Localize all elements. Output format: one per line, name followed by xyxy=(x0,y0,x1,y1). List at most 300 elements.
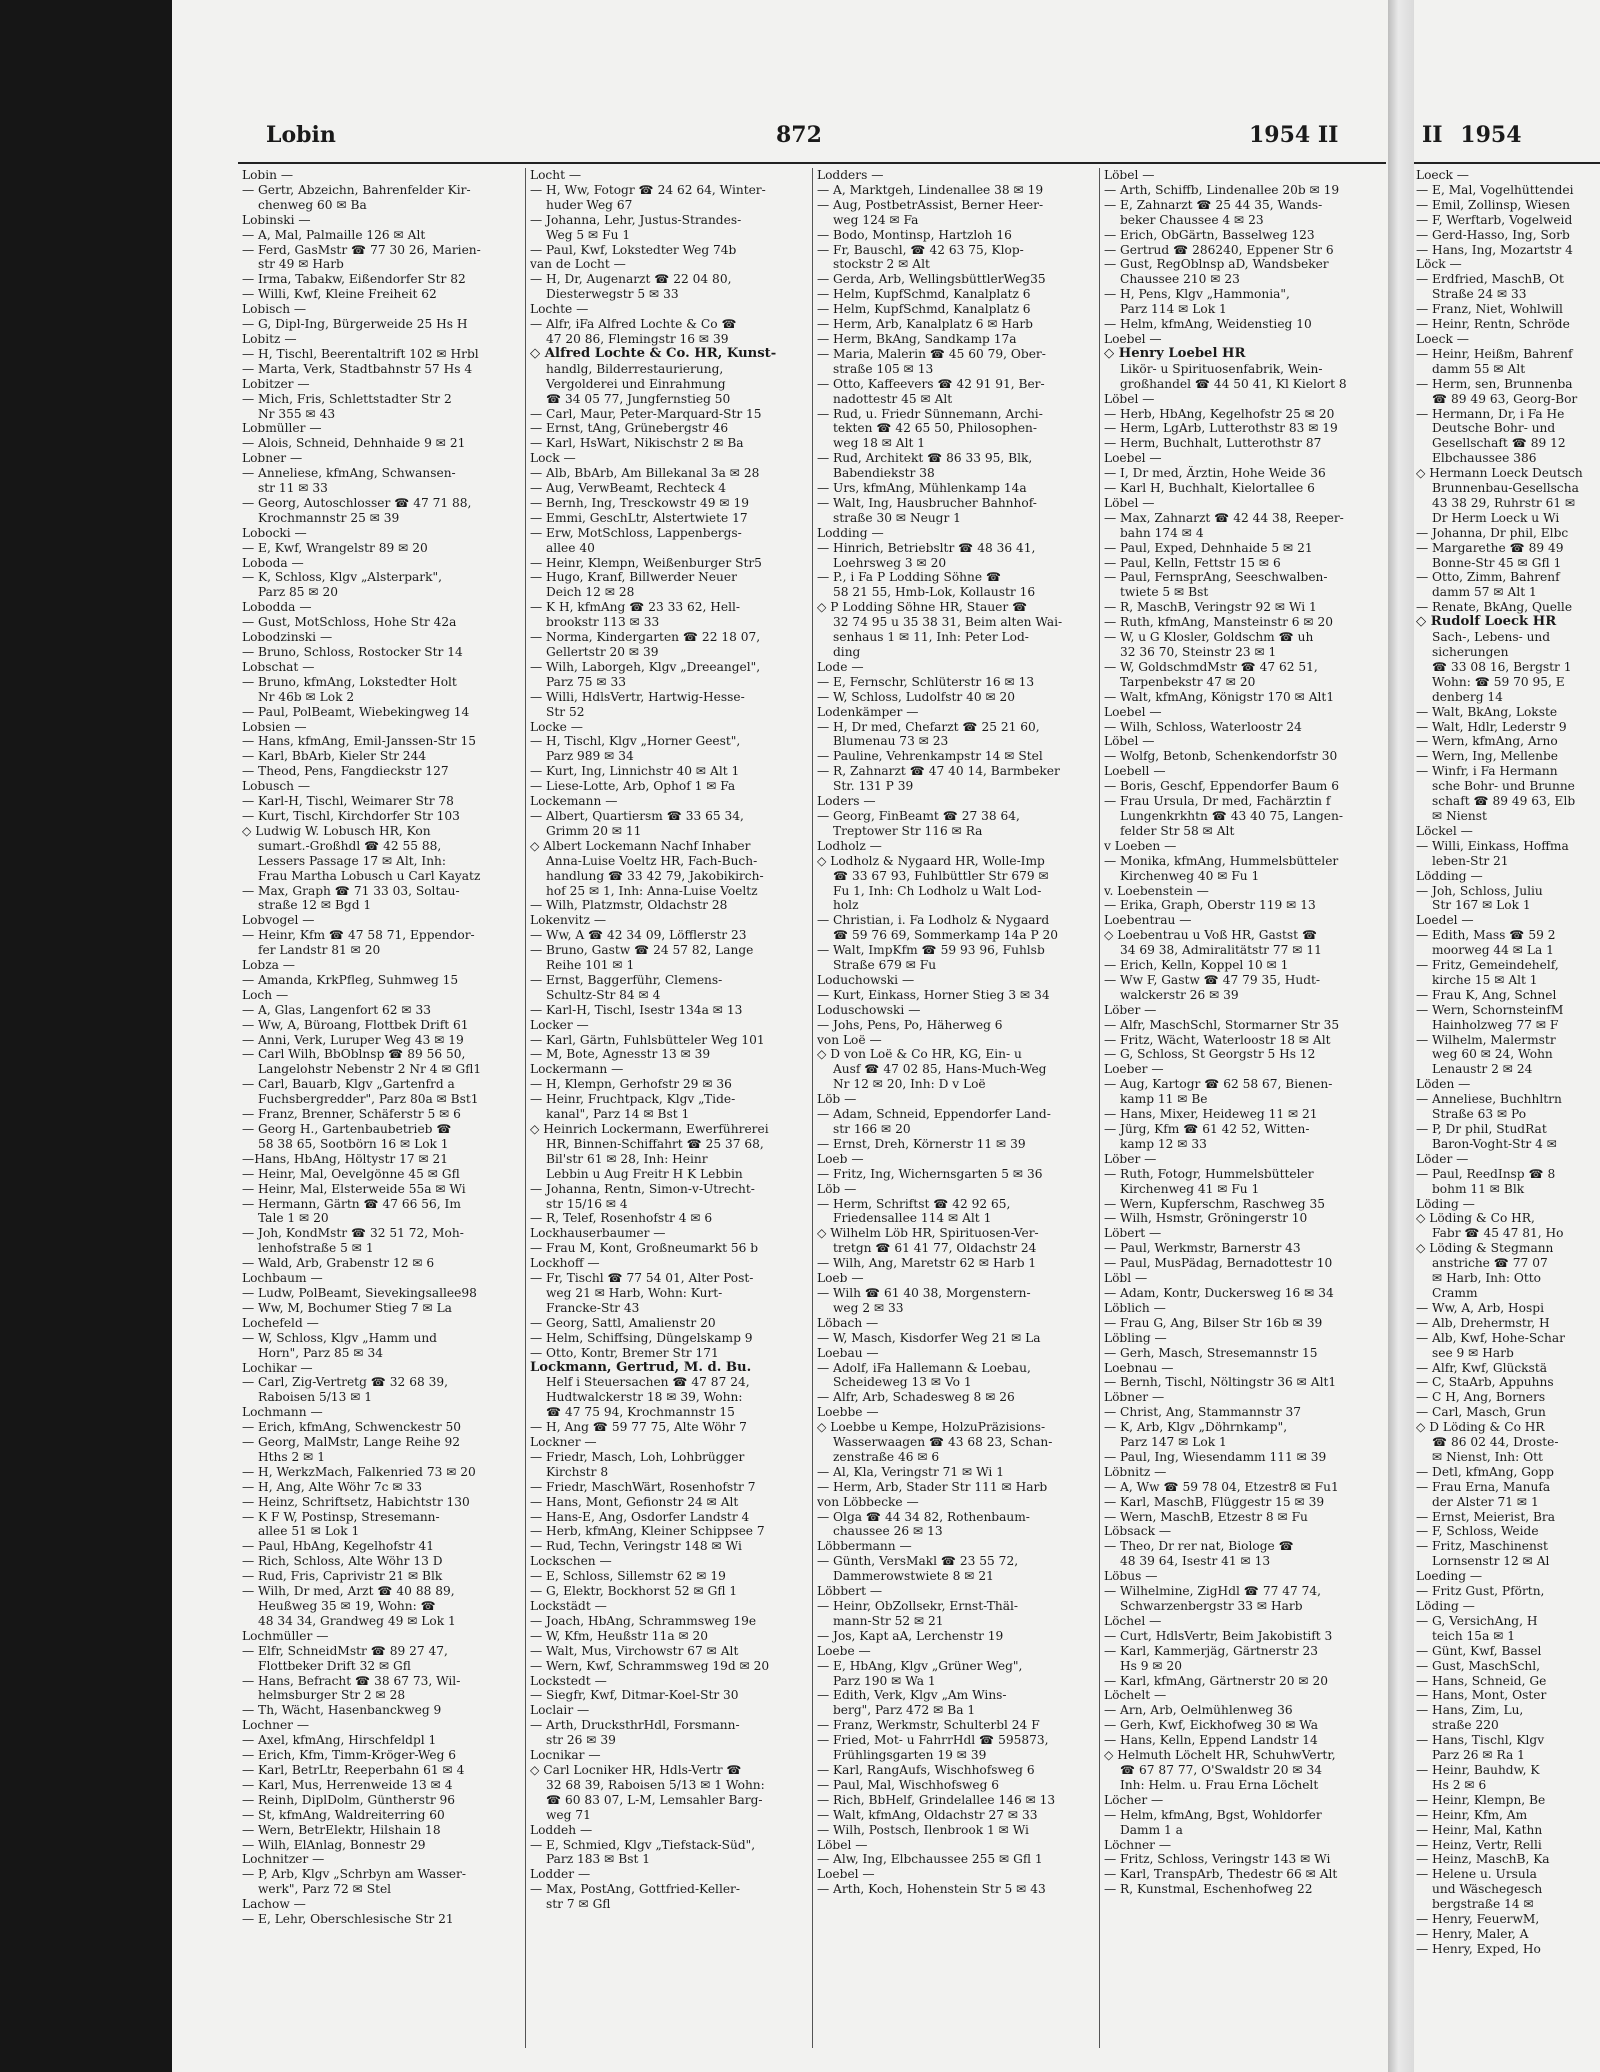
directory-entry-line: — K H, kfmAng ☎ 23 33 62, Hell- xyxy=(530,600,741,615)
directory-entry-line: — Christian, i. Fa Lodholz & Nygaard xyxy=(817,913,1050,928)
directory-entry-line: — E, Schmied, Klgv „Tiefstack-Süd", xyxy=(530,1837,756,1852)
directory-entry-line: — Alfr, Kwf, Glückstä xyxy=(1416,1360,1547,1375)
right-page xyxy=(1414,50,1600,2060)
directory-entry-line: ◇ Loebbe u Kempe, HolzuPräzisions- xyxy=(817,1420,1046,1435)
directory-entry-line: Lochte — xyxy=(530,302,589,317)
directory-entry-line: ◇ Loebentrau u Voß HR, Gastst ☎ xyxy=(1104,928,1318,943)
directory-entry-line: — Karl, RangAufs, Wischhofsweg 6 xyxy=(817,1762,1035,1777)
directory-entry-line: — Ruth, Fotogr, Hummelsbütteler xyxy=(1104,1166,1314,1181)
directory-entry-line: Francke-Str 43 xyxy=(546,1300,640,1315)
directory-entry-line: — Max, Graph ☎ 71 33 03, Soltau- xyxy=(242,883,460,898)
directory-entry-line: — Gerda, Arb, WellingsbüttlerWeg35 xyxy=(817,272,1046,287)
directory-entry-line: — Walt, kfmAng, Oldachstr 27 ✉ 33 xyxy=(817,1807,1038,1822)
directory-entry-line: Straße 63 ✉ Po xyxy=(1432,1107,1527,1122)
directory-entry-line: Cramm xyxy=(1432,1285,1478,1300)
directory-entry-line: — Paul, Ing, Wiesendamm 111 ✉ 39 xyxy=(1104,1449,1327,1464)
directory-entry-line: — Heinr, Heißm, Bahrenf xyxy=(1416,346,1573,361)
directory-entry-line: — Heinr, Mal, Oevelgönne 45 ✉ Gfl xyxy=(242,1166,460,1181)
directory-entry-line: Langelohstr Nebenstr 2 Nr 4 ✉ Gfl1 xyxy=(258,1062,482,1077)
directory-entry-line: — Rud, Techn, Veringstr 148 ✉ Wi xyxy=(530,1539,742,1554)
directory-entry-line: sumart.-Großhdl ☎ 42 55 88, xyxy=(258,838,442,853)
directory-entry-line: sche Bohr- und Brunne xyxy=(1432,779,1575,794)
directory-entry-line: — Frau K, Ang, Schnel xyxy=(1416,987,1557,1002)
directory-entry-line: v Loeben — xyxy=(1104,838,1177,853)
directory-entry-line: Frühlingsgarten 19 ✉ 39 xyxy=(833,1748,987,1763)
directory-entry-line: — W, u G Klosler, Goldschm ☎ uh xyxy=(1104,630,1314,645)
directory-entry-line: fer Landstr 81 ✉ 20 xyxy=(258,943,381,958)
directory-entry-line: 32 74 95 u 35 38 31, Beim alten Wai- xyxy=(833,615,1063,630)
directory-entry-line: — Ww, M, Bochumer Stieg 7 ✉ La xyxy=(242,1300,452,1315)
directory-entry-line: Loeb — xyxy=(817,1271,864,1286)
directory-entry-line: weg 2 ✉ 33 xyxy=(833,1300,904,1315)
directory-entry-line: Gesellschaft ☎ 89 12 xyxy=(1432,436,1566,451)
directory-entry-line: Grimm 20 ✉ 11 xyxy=(546,823,642,838)
directory-entry-line: — Walt, Mus, Virchowstr 67 ✉ Alt xyxy=(530,1643,739,1658)
directory-entry-line: straße 220 xyxy=(1432,1718,1499,1733)
directory-entry-line: Loebel — xyxy=(1104,704,1162,719)
directory-entry-line: — H, Ww, Fotogr ☎ 24 62 64, Winter- xyxy=(530,182,766,197)
directory-entry-line: Straße 679 ✉ Fu xyxy=(833,958,937,973)
directory-entry-line: — Henry, Maler, A xyxy=(1416,1926,1529,1941)
directory-entry-line: — Renate, BkAng, Quelle xyxy=(1416,600,1573,615)
directory-entry-line: — Karl, kfmAng, Gärtnerstr 20 ✉ 20 xyxy=(1104,1673,1328,1688)
directory-entry-line: str 7 ✉ Gfl xyxy=(546,1897,611,1912)
directory-entry-line: — G, VersichAng, H xyxy=(1416,1613,1538,1628)
directory-entry-line: — Johanna, Dr phil, Elbc xyxy=(1416,525,1569,540)
directory-entry-line: Löck — xyxy=(1416,257,1462,272)
directory-entry-line: — Fritz Gust, Pförtn, xyxy=(1416,1584,1545,1599)
directory-entry-line: — Wern, Kupferschm, Raschweg 35 xyxy=(1104,1196,1325,1211)
directory-entry-line: — W, Schloss, Klgv „Hamm und xyxy=(242,1330,437,1345)
directory-entry-line: Nr 12 ✉ 20, Inh: D v Loë xyxy=(833,1077,986,1092)
directory-entry-line: ◇ Heinrich Lockermann, Ewerführerei xyxy=(530,1122,769,1136)
directory-entry-line: — Fritz, Gemeindehelf, xyxy=(1416,958,1559,973)
directory-entry-line: Löden — xyxy=(1416,1077,1471,1092)
directory-entry-line: — Arn, Arb, Oelmühlenweg 36 xyxy=(1104,1703,1293,1718)
directory-entry-line: Loebe — xyxy=(817,1643,871,1658)
directory-entry-line: Löbbermann — xyxy=(817,1539,912,1554)
directory-entry-line: — Edith, Verk, Klgv „Am Wins- xyxy=(817,1688,1007,1703)
directory-entry-line: Lochmann — xyxy=(242,1405,323,1420)
directory-entry-line: Loeck — xyxy=(1416,168,1469,182)
directory-entry-line: — Gertr, Abzeichn, Bahrenfelder Kir- xyxy=(242,182,471,197)
directory-entry-line: — Karl, Gärtn, Fuhlsbütteler Weg 101 xyxy=(530,1032,765,1047)
directory-entry-line: —Hans, HbAng, Höltystr 17 ✉ 21 xyxy=(242,1151,449,1166)
directory-entry-line: — Hermann, Dr, i Fa He xyxy=(1416,406,1565,421)
directory-entry-line: ◇ Alfred Lochte & Co. HR, Kunst- xyxy=(530,346,777,361)
directory-entry-line: Lobusch — xyxy=(242,779,311,794)
directory-entry-line: — Arth, DrucksthrHdl, Forsmann- xyxy=(530,1718,740,1733)
directory-entry-line: str 15/16 ✉ 4 xyxy=(546,1196,628,1211)
directory-entry-line: ☎ 33 08 16, Bergstr 1 xyxy=(1432,659,1572,674)
directory-entry-line: Deich 12 ✉ 28 xyxy=(546,585,635,600)
directory-column-2 xyxy=(525,168,812,2048)
directory-entry-line: teich 15a ✉ 1 xyxy=(1432,1628,1516,1643)
directory-entry-line: Sach-, Lebens- und xyxy=(1432,630,1551,645)
directory-entry-line: Schultz-Str 84 ✉ 4 xyxy=(546,987,661,1002)
directory-entry-line: — Alw, Ing, Elbchaussee 255 ✉ Gfl 1 xyxy=(817,1852,1043,1867)
directory-entry-line: Lobsien — xyxy=(242,719,307,734)
directory-entry-line: Loeber — xyxy=(1104,1062,1164,1077)
directory-entry-line: Frau Martha Lobusch u Carl Kayatz xyxy=(258,868,481,883)
directory-entry-line: ☎ 86 02 44, Droste- xyxy=(1432,1435,1559,1450)
directory-entry-line: — Arth, Koch, Hohenstein Str 5 ✉ 43 xyxy=(817,1882,1046,1897)
directory-entry-line: — Rich, BbHelf, Grindelallee 146 ✉ 13 xyxy=(817,1792,1056,1807)
directory-entry-line: — Wilh, Postsch, Ilenbrook 1 ✉ Wi xyxy=(817,1822,1029,1837)
directory-entry-line: — Fritz, Maschinenst xyxy=(1416,1539,1548,1554)
directory-entry-line: — Alb, BbArb, Am Billekanal 3a ✉ 28 xyxy=(530,466,760,481)
directory-entry-line: Inh: Helm. u. Frau Erna Löchelt xyxy=(1120,1777,1319,1792)
directory-entry-line: Loders — xyxy=(817,794,876,809)
directory-entry-line: — Joh, KondMstr ☎ 32 51 72, Moh- xyxy=(242,1226,464,1241)
directory-entry-line: Lokenvitz — xyxy=(530,913,607,928)
directory-entry-line: — Bruno, Schloss, Rostocker Str 14 xyxy=(242,645,463,659)
directory-entry-line: Horn", Parz 85 ✉ 34 xyxy=(258,1345,384,1360)
directory-entry-line: Gellertstr 20 ✉ 39 xyxy=(546,645,659,659)
directory-entry-line: — Helm, KupfSchmd, Kanalplatz 6 xyxy=(817,302,1031,317)
directory-entry-line: — Olga ☎ 44 34 82, Rothenbaum- xyxy=(817,1509,1030,1524)
directory-entry-line: Lobitzer — xyxy=(242,376,310,391)
directory-entry-line: — Th, Wächt, Hasenbanckweg 9 xyxy=(242,1703,442,1718)
directory-entry-line: — Herm, Schriftst ☎ 42 92 65, xyxy=(817,1196,1011,1211)
directory-entry-line: see 9 ✉ Harb xyxy=(1432,1345,1514,1360)
directory-entry-line: — Aug, VerwBeamt, Rechteck 4 xyxy=(530,481,727,496)
directory-entry-line: — Karl, Mus, Herrenweide 13 ✉ 4 xyxy=(242,1777,453,1792)
directory-entry-line: Parz 147 ✉ Lok 1 xyxy=(1120,1435,1227,1450)
directory-entry-line: ◇ Ludwig W. Lobusch HR, Kon xyxy=(242,823,431,838)
directory-entry-line: Lachow — xyxy=(242,1897,306,1912)
directory-entry-line: — Liese-Lotte, Arb, Ophof 1 ✉ Fa xyxy=(530,779,736,794)
directory-entry-line: straße 105 ✉ 13 xyxy=(833,361,934,376)
directory-entry-line: — H, Dr med, Chefarzt ☎ 25 21 60, xyxy=(817,719,1040,734)
directory-entry-line: Löbert — xyxy=(1104,1226,1162,1241)
directory-entry-line: bergstraße 14 ✉ xyxy=(1432,1897,1534,1912)
directory-entry-line: Locke — xyxy=(530,719,583,734)
directory-entry-line: — Urs, kfmAng, Mühlenkamp 14a xyxy=(817,481,1027,496)
directory-entry-line: lenhofstraße 5 ✉ 1 xyxy=(258,1241,374,1256)
directory-entry-line: felder Str 58 ✉ Alt xyxy=(1120,823,1235,838)
directory-entry-line: — Edith, Mass ☎ 59 2 xyxy=(1416,928,1556,943)
directory-entry-line: — Frau G, Ang, Bilser Str 16b ✉ 39 xyxy=(1104,1315,1323,1330)
directory-entry-line: — Paul, Exped, Dehnhaide 5 ✉ 21 xyxy=(1104,540,1313,555)
directory-entry-line: Bonne-Str 45 ✉ Gfl 1 xyxy=(1432,555,1562,570)
directory-entry-line: — G, Schloss, St Georgstr 5 Hs 12 xyxy=(1104,1047,1316,1062)
directory-entry-line: — Ernst, Baggerführ, Clemens- xyxy=(530,972,723,987)
directory-entry-line: — Marta, Verk, Stadtbahnstr 57 Hs 4 xyxy=(242,361,473,376)
directory-entry-line: ◇ Henry Loebel HR xyxy=(1104,346,1246,361)
directory-entry-line: Löding — xyxy=(1416,1196,1475,1211)
directory-entry-line: 48 39 64, Isestr 41 ✉ 13 xyxy=(1120,1554,1271,1569)
directory-entry-line: — Heinr, Bauhdw, K xyxy=(1416,1762,1540,1777)
directory-entry-line: weg 71 xyxy=(546,1807,591,1822)
directory-entry-line: Elbchaussee 386 xyxy=(1432,451,1537,466)
directory-entry-line: — Walt, Ing, Hausbrucher Bahnhof- xyxy=(817,495,1037,510)
directory-entry-line: Loedel — xyxy=(1416,913,1474,928)
directory-entry-line: — Karl-H, Tischl, Weimarer Str 78 xyxy=(242,794,454,809)
directory-entry-line: anstriche ☎ 77 07 xyxy=(1432,1256,1548,1271)
directory-entry-line: — Wilhelmine, ZigHdl ☎ 77 47 74, xyxy=(1104,1584,1321,1599)
directory-entry-line: — E, Kwf, Wrangelstr 89 ✉ 20 xyxy=(242,540,428,555)
directory-entry-line: Parz 183 ✉ Bst 1 xyxy=(546,1852,650,1867)
directory-entry-line: Loebel — xyxy=(817,1867,875,1882)
directory-entry-line: — Monika, kfmAng, Hummelsbütteler xyxy=(1104,853,1339,868)
directory-entry-line: berg", Parz 472 ✉ Ba 1 xyxy=(833,1703,976,1718)
directory-entry-line: — Helm, kfmAng, Bgst, Wohldorfer xyxy=(1104,1807,1322,1822)
directory-entry-line: — Ww, A ☎ 42 34 09, Löfflerstr 23 xyxy=(530,928,747,943)
directory-column-3 xyxy=(812,168,1099,2048)
directory-entry-line: — Theo, Dr rer nat, Biologe ☎ xyxy=(1104,1539,1294,1554)
directory-entry-line: Hainholzweg 77 ✉ F xyxy=(1432,1017,1559,1032)
directory-entry-line: Löbsack — xyxy=(1104,1524,1172,1539)
directory-entry-line: — Hugo, Kranf, Billwerder Neuer xyxy=(530,570,737,585)
directory-entry-line: — Paul, Mal, Wischhofsweg 6 xyxy=(817,1777,1000,1792)
directory-entry-line: — Wern, Kwf, Schrammsweg 19d ✉ 20 xyxy=(530,1658,770,1673)
directory-entry-line: — Alb, Kwf, Hohe-Schar xyxy=(1416,1330,1565,1345)
directory-entry-line: — Max, PostAng, Gottfried-Keller- xyxy=(530,1882,741,1897)
directory-entry-line: — A, Marktgeh, Lindenallee 38 ✉ 19 xyxy=(817,182,1044,197)
directory-entry-line: chaussee 26 ✉ 13 xyxy=(833,1524,943,1539)
directory-entry-line: — Carl Wilh, BbOblnsp ☎ 89 56 50, xyxy=(242,1047,466,1062)
directory-entry-line: — Gerd-Hasso, Ing, Sorb xyxy=(1416,227,1570,242)
directory-entry-line: Parz 26 ✉ Ra 1 xyxy=(1432,1748,1525,1763)
directory-entry-line: — E, Lehr, Oberschlesische Str 21 xyxy=(242,1912,454,1927)
directory-entry-line: Parz 190 ✉ Wa 1 xyxy=(833,1673,936,1688)
directory-entry-line: Löbel — xyxy=(1104,391,1155,406)
directory-entry-line: Tale 1 ✉ 20 xyxy=(258,1211,329,1226)
directory-entry-line: — Carl, Maur, Peter-Marquard-Str 15 xyxy=(530,406,762,421)
directory-entry-line: Lobisch — xyxy=(242,302,307,317)
directory-entry-line: — A, Mal, Palmaille 126 ✉ Alt xyxy=(242,227,426,242)
directory-entry-line: denberg 14 xyxy=(1432,689,1503,704)
directory-entry-line: Parz 989 ✉ 34 xyxy=(546,749,634,764)
directory-entry-line: 32 68 39, Raboisen 5/13 ✉ 1 Wohn: xyxy=(546,1777,765,1792)
right-header-volume: II xyxy=(1422,122,1443,148)
directory-entry-line: weg 21 ✉ Harb, Wohn: Kurt- xyxy=(546,1285,723,1300)
directory-entry-line: Scheideweg 13 ✉ Vo 1 xyxy=(833,1375,972,1390)
directory-entry-line: damm 57 ✉ Alt 1 xyxy=(1432,585,1537,600)
directory-entry-line: — Paul, HbAng, Kegelhofstr 41 xyxy=(242,1539,435,1554)
right-page-header xyxy=(1422,122,1522,148)
directory-entry-line: bohm 11 ✉ Blk xyxy=(1432,1181,1525,1196)
directory-entry-line: Lochner — xyxy=(242,1718,310,1733)
directory-entry-line: Anna-Luise Voeltz HR, Fach-Buch- xyxy=(546,853,758,868)
directory-entry-line: — Wern, SchornsteinfM xyxy=(1416,1002,1564,1017)
directory-entry-line: — Ludw, PolBeamt, Sievekingsallee98 xyxy=(242,1285,477,1300)
directory-entry-line: — Joach, HbAng, Schrammsweg 19e xyxy=(530,1613,757,1628)
directory-entry-line: — Detl, kfmAng, Gopp xyxy=(1416,1464,1554,1479)
directory-entry-line: — Arth, Schiffb, Lindenallee 20b ✉ 19 xyxy=(1104,182,1340,197)
directory-entry-line: — Hans-E, Ang, Osdorfer Landstr 4 xyxy=(530,1509,750,1524)
directory-entry-line: — Axel, kfmAng, Hirschfeldpl 1 xyxy=(242,1733,437,1748)
directory-entry-line: Lochefeld — xyxy=(242,1315,319,1330)
directory-entry-line: 43 38 29, Ruhrstr 61 ✉ xyxy=(1432,495,1576,510)
directory-entry-line: van de Locht — xyxy=(530,257,626,272)
directory-entry-line: ✉ Nienst, Inh: Ott xyxy=(1432,1449,1543,1464)
directory-entry-line: — Kurt, Einkass, Horner Stieg 3 ✉ 34 xyxy=(817,987,1050,1002)
directory-entry-line: schaft ☎ 89 49 63, Elb xyxy=(1432,794,1576,809)
directory-entry-line: — Herb, HbAng, Kegelhofstr 25 ✉ 20 xyxy=(1104,406,1335,421)
directory-entry-line: Löber — xyxy=(1104,1002,1157,1017)
directory-entry-line: tretgn ☎ 61 41 77, Oldachstr 24 xyxy=(833,1241,1037,1256)
directory-entry-line: — Günt, Kwf, Bassel xyxy=(1416,1643,1542,1658)
directory-entry-line: Lochikar — xyxy=(242,1360,313,1375)
directory-entry-line: Loebel — xyxy=(1104,451,1162,466)
directory-entry-line: ding xyxy=(833,645,861,659)
directory-entry-line: — H, Dr, Augenarzt ☎ 22 04 80, xyxy=(530,272,732,287)
directory-entry-line: Loebbe — xyxy=(817,1405,879,1420)
directory-entry-line: 34 69 38, Admiralitätstr 77 ✉ 11 xyxy=(1120,943,1322,958)
directory-entry-line: — Wilh, Dr med, Arzt ☎ 40 88 89, xyxy=(242,1584,455,1599)
directory-entry-line: Dr Herm Loeck u Wi xyxy=(1432,510,1560,525)
directory-entry-line: Lobin — xyxy=(242,168,294,182)
directory-entry-line: — Erika, Graph, Oberstr 119 ✉ 13 xyxy=(1104,898,1316,913)
directory-entry-line: Löber — xyxy=(1104,1151,1157,1166)
directory-entry-line: Löbus — xyxy=(1104,1569,1158,1584)
book-gutter xyxy=(1388,0,1414,2072)
directory-entry-line: — Alfr, iFa Alfred Lochte & Co ☎ xyxy=(530,317,737,332)
directory-entry-line: Str 52 xyxy=(546,704,585,719)
directory-entry-line: — Mich, Fris, Schlettstadter Str 2 xyxy=(242,391,452,406)
directory-entry-line: — Helm, kfmAng, Weidenstieg 10 xyxy=(1104,317,1312,332)
directory-entry-line: — Ruth, kfmAng, Mansteinstr 6 ✉ 20 xyxy=(1104,615,1334,630)
directory-entry-line: — Wilh, Hsmstr, Gröningerstr 10 xyxy=(1104,1211,1308,1226)
directory-entry-line: ◇ D von Loë & Co HR, KG, Ein- u xyxy=(817,1047,1022,1062)
directory-entry-line: ◇ Löding & Co HR, xyxy=(1416,1211,1535,1226)
directory-entry-line: Fabr ☎ 45 47 81, Ho xyxy=(1432,1226,1564,1241)
directory-entry-line: — P, Arb, Klgv „Schrbyn am Wasser- xyxy=(242,1867,466,1882)
directory-entry-line: nadottestr 45 ✉ Alt xyxy=(833,391,953,406)
directory-entry-line: Lobodzinski — xyxy=(242,630,333,645)
directory-entry-line: ◇ Helmuth Löchelt HR, SchuhwVertr, xyxy=(1104,1748,1336,1763)
directory-entry-line: — Karl H, Buchhalt, Kielortallee 6 xyxy=(1104,481,1315,496)
directory-entry-line: — Irma, Tabakw, Eißendorfer Str 82 xyxy=(242,272,466,287)
directory-entry-line: Str. 131 P 39 xyxy=(833,779,914,794)
directory-entry-line: Kirchstr 8 xyxy=(546,1464,609,1479)
directory-entry-line: — Herm, Arb, Stader Str 111 ✉ Harb xyxy=(817,1479,1048,1494)
directory-entry-line: ◇ P Lodding Söhne HR, Stauer ☎ xyxy=(817,600,1028,615)
directory-entry-line: — Curt, HdlsVertr, Beim Jakobistift 3 xyxy=(1104,1628,1333,1643)
directory-entry-line: Ausf ☎ 47 02 85, Hans-Much-Weg xyxy=(833,1062,1047,1077)
directory-entry-line: Fuchsbergredder", Parz 80a ✉ Bst1 xyxy=(258,1092,479,1107)
directory-entry-line: Nr 355 ✉ 43 xyxy=(258,406,336,421)
directory-entry-line: — Helm, Schiffsing, Düngelskamp 9 xyxy=(530,1330,753,1345)
directory-entry-line: straße 30 ✉ Neugr 1 xyxy=(833,510,961,525)
directory-entry-line: Lobner — xyxy=(242,451,303,466)
directory-entry-line: Löchner — xyxy=(1104,1837,1172,1852)
directory-entry-line: Löder — xyxy=(1416,1151,1469,1166)
directory-entry-line: Flottbeker Drift 32 ✉ Gfl xyxy=(258,1658,411,1673)
directory-entry-line: Lornsenstr 12 ✉ Al xyxy=(1432,1554,1550,1569)
directory-entry-line: ◇ Carl Locniker HR, Hdls-Vertr ☎ xyxy=(530,1762,742,1777)
directory-entry-line: straße 12 ✉ Bgd 1 xyxy=(258,898,372,913)
directory-entry-line: Löding — xyxy=(1416,1599,1475,1613)
directory-entry-line: — Franz, Brenner, Schäferstr 5 ✉ 6 xyxy=(242,1107,461,1122)
directory-entry-line: — Hermann, Gärtn ☎ 47 66 56, Im xyxy=(242,1196,461,1211)
directory-entry-line: leben-Str 21 xyxy=(1432,853,1509,868)
scan-dark-edge xyxy=(0,0,172,2072)
directory-entry-line: ◇ Löding & Stegmann xyxy=(1416,1241,1554,1256)
directory-entry-line: Nr 46b ✉ Lok 2 xyxy=(258,689,355,704)
right-directory-column xyxy=(1414,168,1600,1957)
directory-entry-line: von Löbbecke — xyxy=(817,1494,919,1509)
directory-entry-line: Lodder — xyxy=(530,1867,591,1882)
directory-entry-line: Loebentrau — xyxy=(1104,913,1192,928)
directory-entry-line: — Ernst, tAng, Grünebergstr 46 xyxy=(530,421,729,436)
directory-entry-line: Löchel — xyxy=(1104,1613,1162,1628)
directory-entry-line: Parz 85 ✉ 20 xyxy=(258,585,339,600)
directory-entry-line: — Wern, BetrElektr, Hilshain 18 xyxy=(242,1822,441,1837)
directory-entry-line: — Georg, MalMstr, Lange Reihe 92 xyxy=(242,1435,461,1450)
directory-entry-line: — Heinr, Kfm ☎ 47 58 71, Eppendor- xyxy=(242,928,475,943)
directory-entry-line: — Fr, Bauschl, ☎ 42 63 75, Klop- xyxy=(817,242,1024,257)
directory-entry-line: Loeb — xyxy=(817,1151,864,1166)
directory-entry-line: Locnikar — xyxy=(530,1748,601,1763)
directory-entry-line: — Wern, kfmAng, Arno xyxy=(1416,734,1558,749)
directory-entry-line: Lodenkämper — xyxy=(817,704,919,719)
directory-entry-line: sicherungen xyxy=(1432,645,1509,659)
directory-entry-line: — Hans, Mont, Gefionstr 24 ✉ Alt xyxy=(530,1494,739,1509)
directory-entry-line: — Adam, Kontr, Duckersweg 16 ✉ 34 xyxy=(1104,1285,1334,1300)
directory-entry-line: — Herm, Buchhalt, Lutterothstr 87 xyxy=(1104,436,1322,451)
directory-entry-line: — Heinr, Mal, Elsterweide 55a ✉ Wi xyxy=(242,1181,466,1196)
directory-entry-line: ☎ 47 75 94, Krochmannstr 15 xyxy=(546,1405,735,1420)
directory-entry-line: — Heinr, Klempn, Be xyxy=(1416,1792,1546,1807)
directory-entry-line: Hths 2 ✉ 1 xyxy=(258,1449,325,1464)
directory-entry-line: — W, GoldschmdMstr ☎ 47 62 51, xyxy=(1104,659,1318,674)
directory-entry-line: — Georg, FinBeamt ☎ 27 38 64, xyxy=(817,808,1020,823)
directory-entry-line: Löbel — xyxy=(1104,495,1155,510)
directory-entry-line: — Fritz, Wächt, Waterloostr 18 ✉ Alt xyxy=(1104,1032,1331,1047)
directory-entry-line: — Bruno, Gastw ☎ 24 57 82, Lange xyxy=(530,943,754,958)
directory-entry-line: — H, Pens, Klgv „Hammonia", xyxy=(1104,287,1290,302)
directory-entry-line: ☎ 33 67 93, Fuhlbüttler Str 679 ✉ xyxy=(833,868,1049,883)
directory-entry-line: — Paul, MusPädag, Bernadottestr 10 xyxy=(1104,1256,1333,1271)
directory-entry-line: Lobinski — xyxy=(242,212,311,227)
directory-entry-line: Diesterwegstr 5 ✉ 33 xyxy=(546,287,679,302)
directory-entry-line: — Herm, Arb, Kanalplatz 6 ✉ Harb xyxy=(817,317,1033,332)
directory-entry-line: — Hans, Befracht ☎ 38 67 73, Wil- xyxy=(242,1673,461,1688)
directory-entry-line: tekten ☎ 42 65 50, Philosophen- xyxy=(833,421,1038,436)
directory-entry-line: ☎ 59 76 69, Sommerkamp 14a P 20 xyxy=(833,928,1059,943)
directory-entry-line: — Albert, Quartiersm ☎ 33 65 34, xyxy=(530,808,744,823)
directory-entry-line: Blumenau 73 ✉ 23 xyxy=(833,734,949,749)
directory-entry-line: Lungenkrkhtn ☎ 43 40 75, Langen- xyxy=(1120,808,1343,823)
directory-entry-line: — Ferd, GasMstr ☎ 77 30 26, Marien- xyxy=(242,242,481,257)
directory-entry-line: — Elfr, SchneidMstr ☎ 89 27 47, xyxy=(242,1643,448,1658)
directory-entry-line: Friedensallee 114 ✉ Alt 1 xyxy=(833,1211,992,1226)
directory-entry-line: — K, Arb, Klgv „Döhrnkamp", xyxy=(1104,1420,1288,1435)
directory-entry-line: Hudtwalckerstr 18 ✉ 39, Wohn: xyxy=(546,1390,743,1405)
directory-entry-line: str 11 ✉ 33 xyxy=(258,481,328,496)
directory-entry-line: twiete 5 ✉ Bst xyxy=(1120,585,1209,600)
directory-entry-line: Helf i Steuersachen ☎ 47 87 24, xyxy=(546,1375,750,1390)
directory-entry-line: — Alb, Drehermstr, H xyxy=(1416,1315,1550,1330)
directory-entry-line: — Paul, Werkmstr, Barnerstr 43 xyxy=(1104,1241,1301,1256)
directory-entry-line: bahn 174 ✉ 4 xyxy=(1120,525,1204,540)
directory-entry-line: Lockermann — xyxy=(530,1062,624,1077)
directory-entry-line: — Alois, Schneid, Dehnhaide 9 ✉ 21 xyxy=(242,436,466,451)
directory-entry-line: — Gertrud ☎ 286240, Eppener Str 6 xyxy=(1104,242,1334,257)
directory-entry-line: — Georg, Sattl, Amalienstr 20 xyxy=(530,1315,716,1330)
directory-entry-line: — Frau M, Kont, Großneumarkt 56 b xyxy=(530,1241,759,1256)
directory-entry-line: Lockmann, Gertrud, M. d. Bu. xyxy=(530,1360,752,1375)
directory-entry-line: damm 55 ✉ Alt xyxy=(1432,361,1526,376)
directory-entry-line: handlung ☎ 33 42 79, Jakobikirch- xyxy=(546,868,764,883)
directory-entry-line: Löbbert — xyxy=(817,1584,883,1599)
directory-entry-line: — Gerh, Kwf, Eickhofweg 30 ✉ Wa xyxy=(1104,1718,1319,1733)
directory-entry-line: mann-Str 52 ✉ 21 xyxy=(833,1613,944,1628)
directory-entry-line: Hs 2 ✉ 6 xyxy=(1432,1777,1487,1792)
